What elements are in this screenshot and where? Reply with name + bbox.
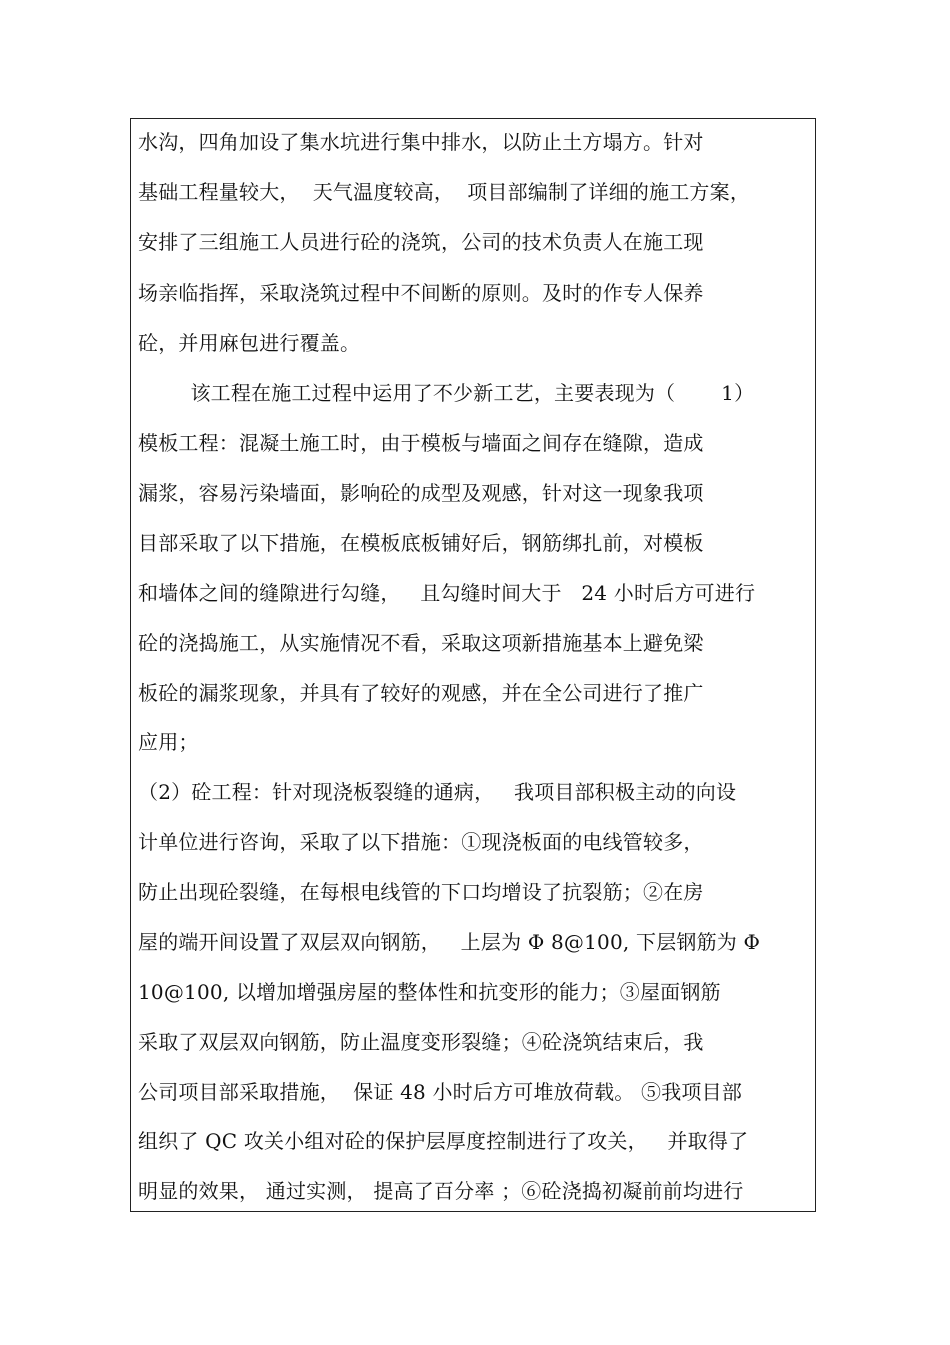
text-line: 基础工程量较大， 天气温度较高， 项目部编制了详细的施工方案， <box>138 180 751 204</box>
text-line: 砼的浇捣施工，从实施情况不看，采取这项新措施基本上避免梁 <box>138 631 704 655</box>
text-line: （2）砼工程：针对现浇板裂缝的通病， 我项目部积极主动的向设 <box>138 780 737 804</box>
text-line: 该工程在施工过程中运用了不少新工艺，主要表现为（ 1） <box>138 381 755 405</box>
text-line: 场亲临指挥，采取浇筑过程中不间断的原则。及时的作专人保养 <box>138 281 704 305</box>
text-line: 水沟，四角加设了集水坑进行集中排水，以防止土方塌方。针对 <box>138 130 704 154</box>
text-line: 明显的效果， 通过实测， 提高了百分率 ；⑥砼浇捣初凝前前均进行 <box>138 1179 744 1203</box>
text-line: 目部采取了以下措施，在模板底板铺好后，钢筋绑扎前，对模板 <box>138 531 704 555</box>
text-line: 安排了三组施工人员进行砼的浇筑，公司的技术负责人在施工现 <box>138 230 704 254</box>
text-line: 防止出现砼裂缝，在每根电线管的下口均增设了抗裂筋；②在房 <box>138 880 704 904</box>
text-line: 屋的端开间设置了双层双向钢筋， 上层为 Φ 8@100, 下层钢筋为 Φ <box>138 930 761 954</box>
text-line: 砼，并用麻包进行覆盖。 <box>138 331 361 355</box>
text-line: 组织了 QC 攻关小组对砼的保护层厚度控制进行了攻关， 并取得了 <box>138 1129 749 1153</box>
text-line: 板砼的漏浆现象，并具有了较好的观感，并在全公司进行了推广 <box>138 681 704 705</box>
text-line: 应用； <box>138 730 199 754</box>
text-line: 公司项目部采取措施， 保证 48 小时后方可堆放荷载。 ⑤我项目部 <box>138 1080 743 1104</box>
text-line: 10@100, 以增加增强房屋的整体性和抗变形的能力；③屋面钢筋 <box>138 980 721 1004</box>
text-line: 计单位进行咨询，采取了以下措施：①现浇板面的电线管较多， <box>138 830 704 854</box>
text-line: 模板工程：混凝土施工时，由于模板与墙面之间存在缝隙，造成 <box>138 431 704 455</box>
text-line: 采取了双层双向钢筋，防止温度变形裂缝；④砼浇筑结束后，我 <box>138 1030 704 1054</box>
text-line: 漏浆，容易污染墙面，影响砼的成型及观感，针对这一现象我项 <box>138 481 704 505</box>
text-line: 和墙体之间的缝隙进行勾缝， 且勾缝时间大于 24 小时后方可进行 <box>138 581 756 605</box>
